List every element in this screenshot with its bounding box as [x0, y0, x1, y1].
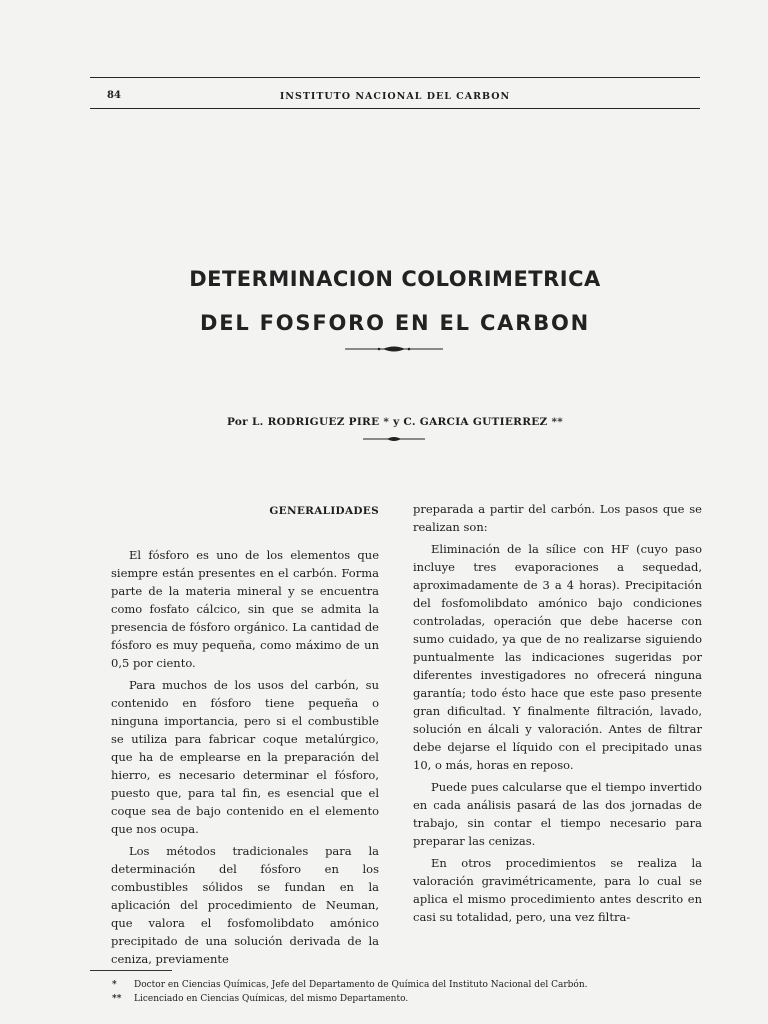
body-paragraph: En otros procedimientos se realiza la valoración gravimétricamente, para lo cual se aplica el mismo procedimiento antes descrito en casi su totalidad, pero, una vez filtra- — [413, 856, 702, 924]
body-paragraph: Puede pues calcularse que el tiempo invertido en cada análisis pasará de las dos jornadas de trabajo, sin contar el tiempo necesario para preparar las cenizas. — [413, 780, 702, 848]
header-top-rule — [90, 77, 700, 78]
footnote-mark: ** — [112, 994, 122, 1004]
body-paragraph: Los métodos tradicionales para la determinación del fósforo en los combustibles sólidos se fundan en la aplicación del procedimiento de Neuman, que valora el fosfomolibdato amónico precipitado de una solución derivada de la ceniza, previamente — [111, 844, 379, 966]
footnote-text: Licenciado en Ciencias Químicas, del mismo Departamento. — [134, 994, 409, 1004]
section-heading: GENERALIDADES — [269, 505, 379, 517]
left-text-column — [111, 500, 379, 972]
body-paragraph: El fósforo es uno de los elementos que siempre están presentes en el carbón. Forma parte de la materia mineral y se encuentra como fosfato cálcico, sin que se admita la presencia de fósforo orgánico. La cantidad de fósforo es muy pequeña, como máximo de un 0,5 por ciento. — [111, 548, 379, 670]
title-ornament-divider — [345, 345, 443, 353]
footnotes — [112, 978, 712, 1006]
right-text-column — [413, 500, 702, 930]
article-title-line-2: DEL FOSFORO EN EL CARBON — [199, 311, 591, 335]
footnote — [112, 992, 712, 1006]
article-title-line-1: DETERMINACION COLORIMETRICA — [189, 267, 601, 291]
footnote-separator — [90, 970, 172, 971]
header-bottom-rule — [90, 108, 700, 109]
running-head: INSTITUTO NACIONAL DEL CARBON — [279, 91, 511, 102]
footnote-text: Doctor en Ciencias Químicas, Jefe del Departamento de Química del Instituto Nacional del Carbón. — [134, 980, 588, 990]
author-ornament-divider — [363, 435, 425, 443]
body-paragraph: Eliminación de la sílice con HF (cuyo paso incluye tres evaporaciones a sequedad, aproximadamente de 3 a 4 horas). Precipitación del fosfomolibdato amónico bajo condiciones controladas, operación que debe hacerse con sumo cuidado, ya que de no realizarse siguiendo puntualmente las indicaciones sugeridas por diferentes investigadores no ofrecerá ninguna garantía; todo ésto hace que este paso presente gran dificultad. Y finalmente filtración, lavado, solución en álcali y valoración. Antes de filtrar debe dejarse el líquido con el precipitado unas 10, o más, horas en reposo. — [413, 542, 702, 772]
footnote — [112, 978, 712, 992]
article-authors: Por L. RODRIGUEZ PIRE * y C. GARCIA GUTIERREZ ** — [226, 416, 564, 428]
body-paragraph: Para muchos de los usos del carbón, su contenido en fósforo tiene pequeña o ninguna importancia, pero si el combustible se utiliza para fabricar coque metalúrgico, que ha de emplearse en la preparación del hierro, es necesario determinar el fósforo, puesto que, para tal fin, es esencial que el coque sea de bajo contenido en el elemento que nos ocupa. — [111, 678, 379, 836]
body-paragraph-continued: preparada a partir del carbón. Los pasos que se realizan son: — [413, 502, 702, 534]
page-number: 84 — [107, 90, 121, 101]
footnote-mark: * — [112, 980, 117, 990]
